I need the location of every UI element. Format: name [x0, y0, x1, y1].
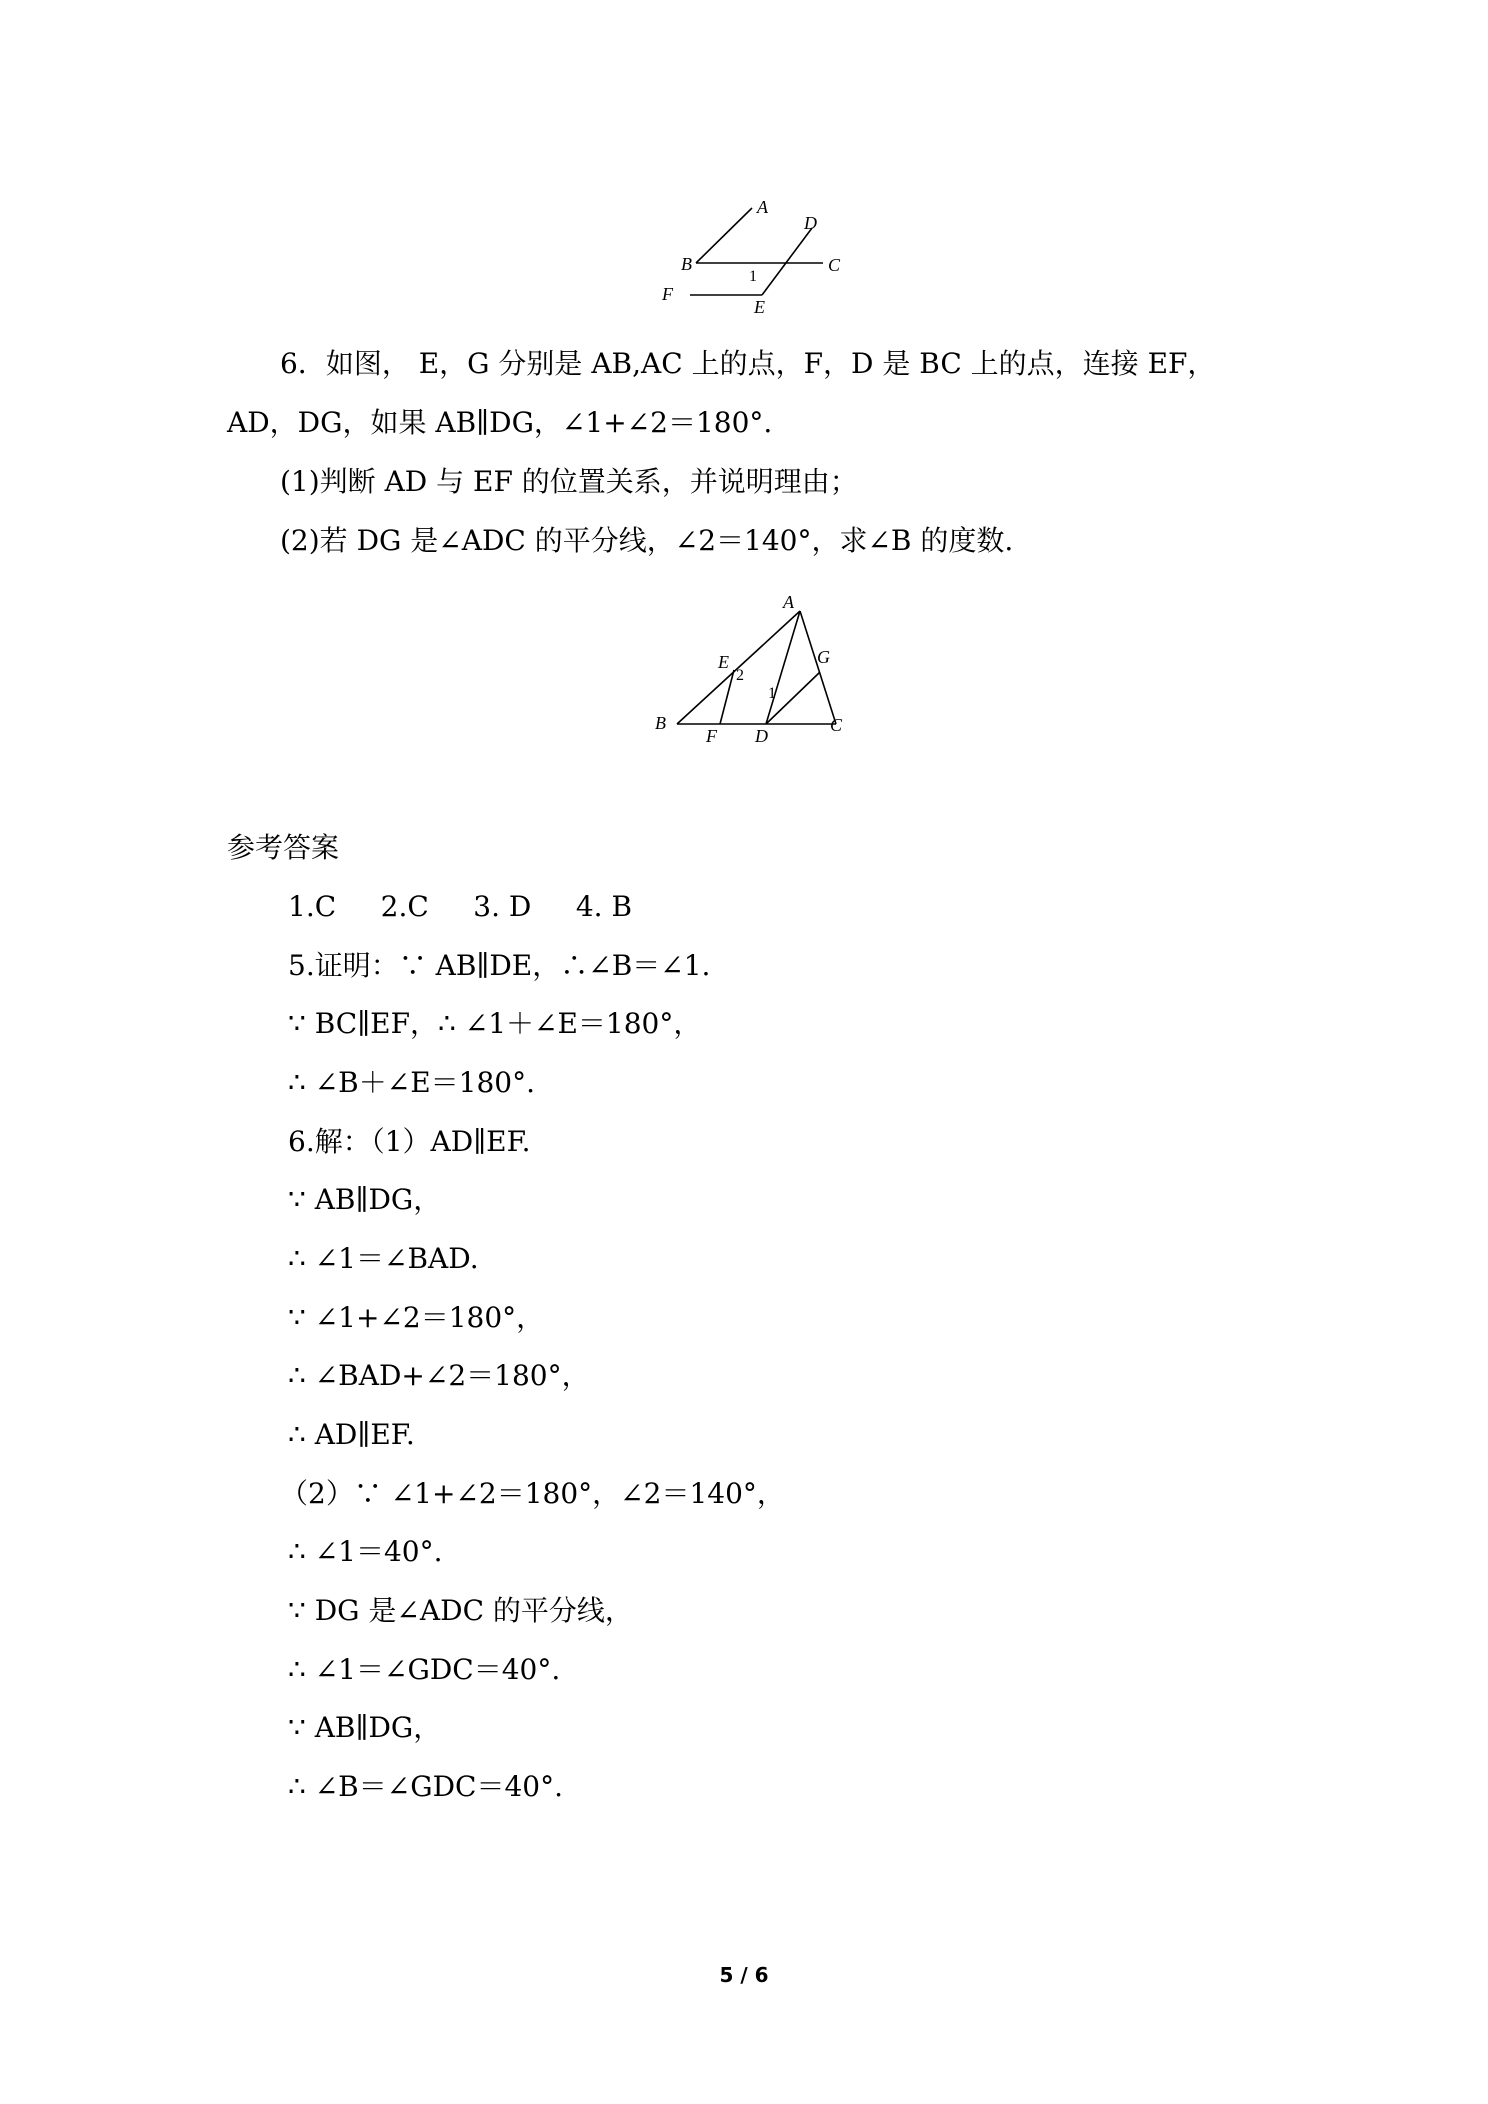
page-number: 5 / 6 [719, 1963, 769, 1987]
label-E: E [754, 297, 765, 317]
label-C: C [830, 715, 843, 735]
answer-line-1: 1.C 2.C 3. D 4. B [288, 890, 633, 923]
label-A: A [757, 197, 768, 217]
figure-1-parallel-lines [640, 190, 860, 320]
answer-line-3: ∵ BC∥EF，∴ ∠1＋∠E＝180°， [288, 1007, 702, 1040]
label-B: B [655, 713, 666, 733]
answer-line-5: 6.解：（1）AD∥EF. [288, 1125, 531, 1158]
label-C: C [828, 255, 841, 275]
answer-line-7: ∴ ∠1＝∠BAD. [288, 1242, 479, 1275]
figure-1-svg [640, 190, 860, 320]
answer-line-2: 5.证明：∵ AB∥DE，∴∠B＝∠1. [288, 949, 711, 982]
problem-6-part-1: (1)判断 AD 与 EF 的位置关系，并说明理由； [280, 465, 858, 498]
answer-line-15: ∵ AB∥DG， [288, 1711, 442, 1744]
label-G: G [817, 647, 830, 667]
figure-2-svg [650, 590, 870, 750]
answer-line-16: ∴ ∠B＝∠GDC＝40°. [288, 1770, 563, 1803]
label-D: D [804, 213, 817, 233]
label-D: D [755, 726, 768, 746]
label-angle-2: 2 [736, 667, 744, 684]
label-angle-1: 1 [768, 685, 776, 702]
answer-line-12: ∴ ∠1＝40°. [288, 1535, 443, 1568]
label-A: A [783, 592, 794, 612]
segment-ED [762, 228, 812, 295]
label-F: F [662, 284, 673, 304]
label-B: B [681, 254, 692, 274]
label-E: E [718, 652, 729, 672]
problem-6-line-1: 6．如图， E，G 分别是 AB,AC 上的点，F，D 是 BC 上的点，连接 EF， [280, 347, 1216, 380]
answer-line-11: （2）∵ ∠1+∠2＝180°，∠2＝140°， [280, 1477, 785, 1510]
label-F: F [706, 726, 717, 746]
answer-line-10: ∴ AD∥EF. [288, 1418, 415, 1451]
segment-BA [696, 208, 752, 263]
answer-line-4: ∴ ∠B＋∠E＝180°. [288, 1066, 535, 1099]
segment-AC [800, 611, 836, 724]
answers-heading: 参考答案 [227, 831, 340, 864]
answer-line-8: ∵ ∠1+∠2＝180°， [288, 1301, 545, 1334]
figure-2-triangle [650, 590, 870, 750]
answer-line-9: ∴ ∠BAD+∠2＝180°， [288, 1359, 590, 1392]
answer-line-6: ∵ AB∥DG， [288, 1183, 442, 1216]
problem-6-line-2: AD，DG，如果 AB∥DG，∠1+∠2＝180°. [227, 406, 773, 439]
problem-6-part-2: (2)若 DG 是∠ADC 的平分线，∠2＝140°，求∠B 的度数. [280, 524, 1014, 557]
answer-line-14: ∴ ∠1＝∠GDC＝40°. [288, 1653, 561, 1686]
label-angle-1: 1 [749, 268, 757, 285]
answer-line-13: ∵ DG 是∠ADC 的平分线， [288, 1594, 633, 1627]
